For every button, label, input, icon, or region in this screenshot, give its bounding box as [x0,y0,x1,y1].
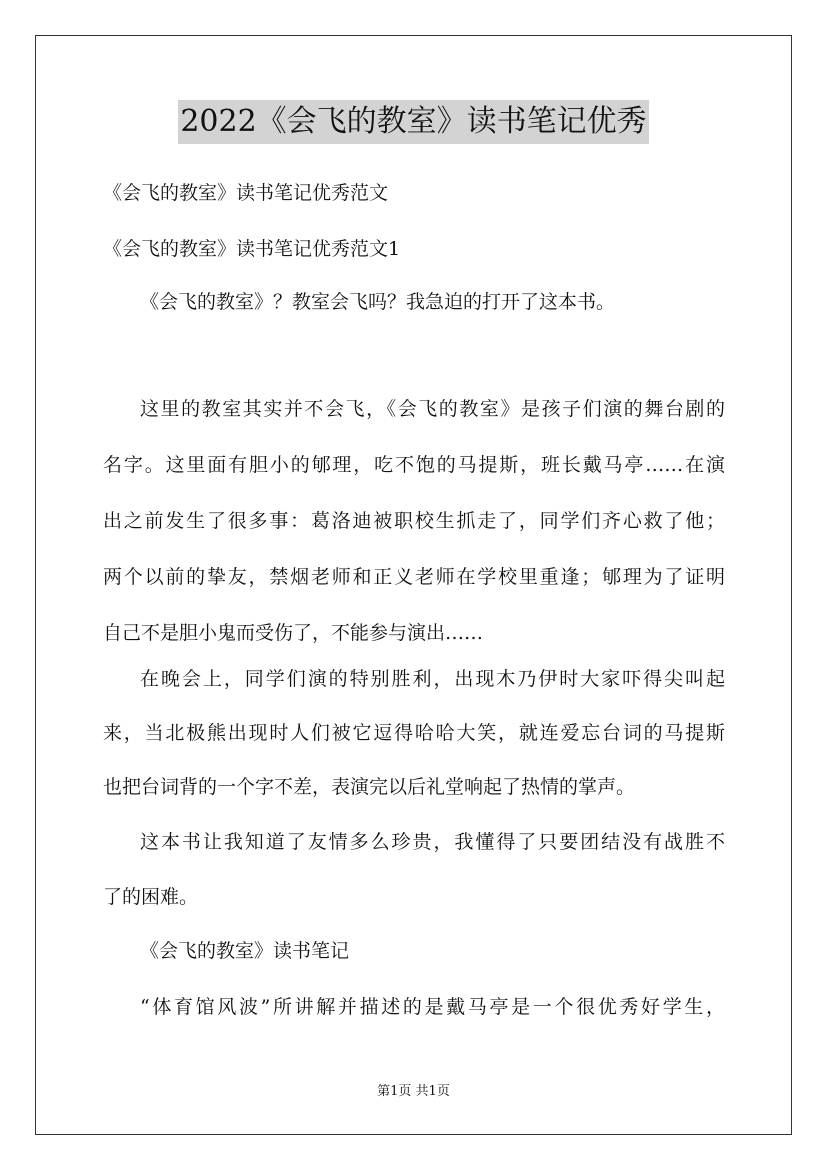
paragraph-line: 也把台词背的一个字不差，表演完以后礼堂响起了热情的掌声。 [103,776,636,798]
paragraph-line: 在晚会上，同学们演的特别胜利，出现木乃伊时大家吓得尖叫起 [140,668,725,690]
paragraph-line: “体育馆风波”所讲解并描述的是戴马亭是一个很优秀好学生， [140,996,725,1018]
paragraph-line: 自己不是胆小鬼而受伤了，不能参与演出…… [103,622,484,644]
paragraph-line: 出之前发生了很多事：葛洛迪被职校生抓走了，同学们齐心救了他； [103,510,725,532]
subtitle-line: 《会飞的教室》读书笔记优秀范文 [103,182,389,204]
paragraph-line: 了的困难。 [103,886,199,908]
paragraph-line: 这本书让我知道了友情多么珍贵，我懂得了只要团结没有战胜不 [140,831,725,853]
section-heading: 《会飞的教室》读书笔记 [140,940,350,962]
page-footer: 第1页 共1页 [377,1084,450,1099]
paragraph-line: 名字。这里面有胆小的郇理，吃不饱的马提斯，班长戴马亭……在演 [103,454,725,476]
section-heading: 《会飞的教室》读书笔记优秀范文1 [103,238,401,260]
document-title: 2022《会飞的教室》读书笔记优秀 [178,100,648,144]
document-title-block [0,100,827,144]
paragraph-line: 来，当北极熊出现时人们被它逗得哈哈大笑，就连爱忘台词的马提斯 [103,722,725,744]
paragraph-line: 两个以前的挚友，禁烟老师和正义老师在学校里重逢；郇理为了证明 [103,566,725,588]
paragraph-line: 《会飞的教室》？教室会飞吗？我急迫的打开了这本书。 [140,291,616,313]
paragraph-line: 这里的教室其实并不会飞，《会飞的教室》是孩子们演的舞台剧的 [140,398,725,420]
